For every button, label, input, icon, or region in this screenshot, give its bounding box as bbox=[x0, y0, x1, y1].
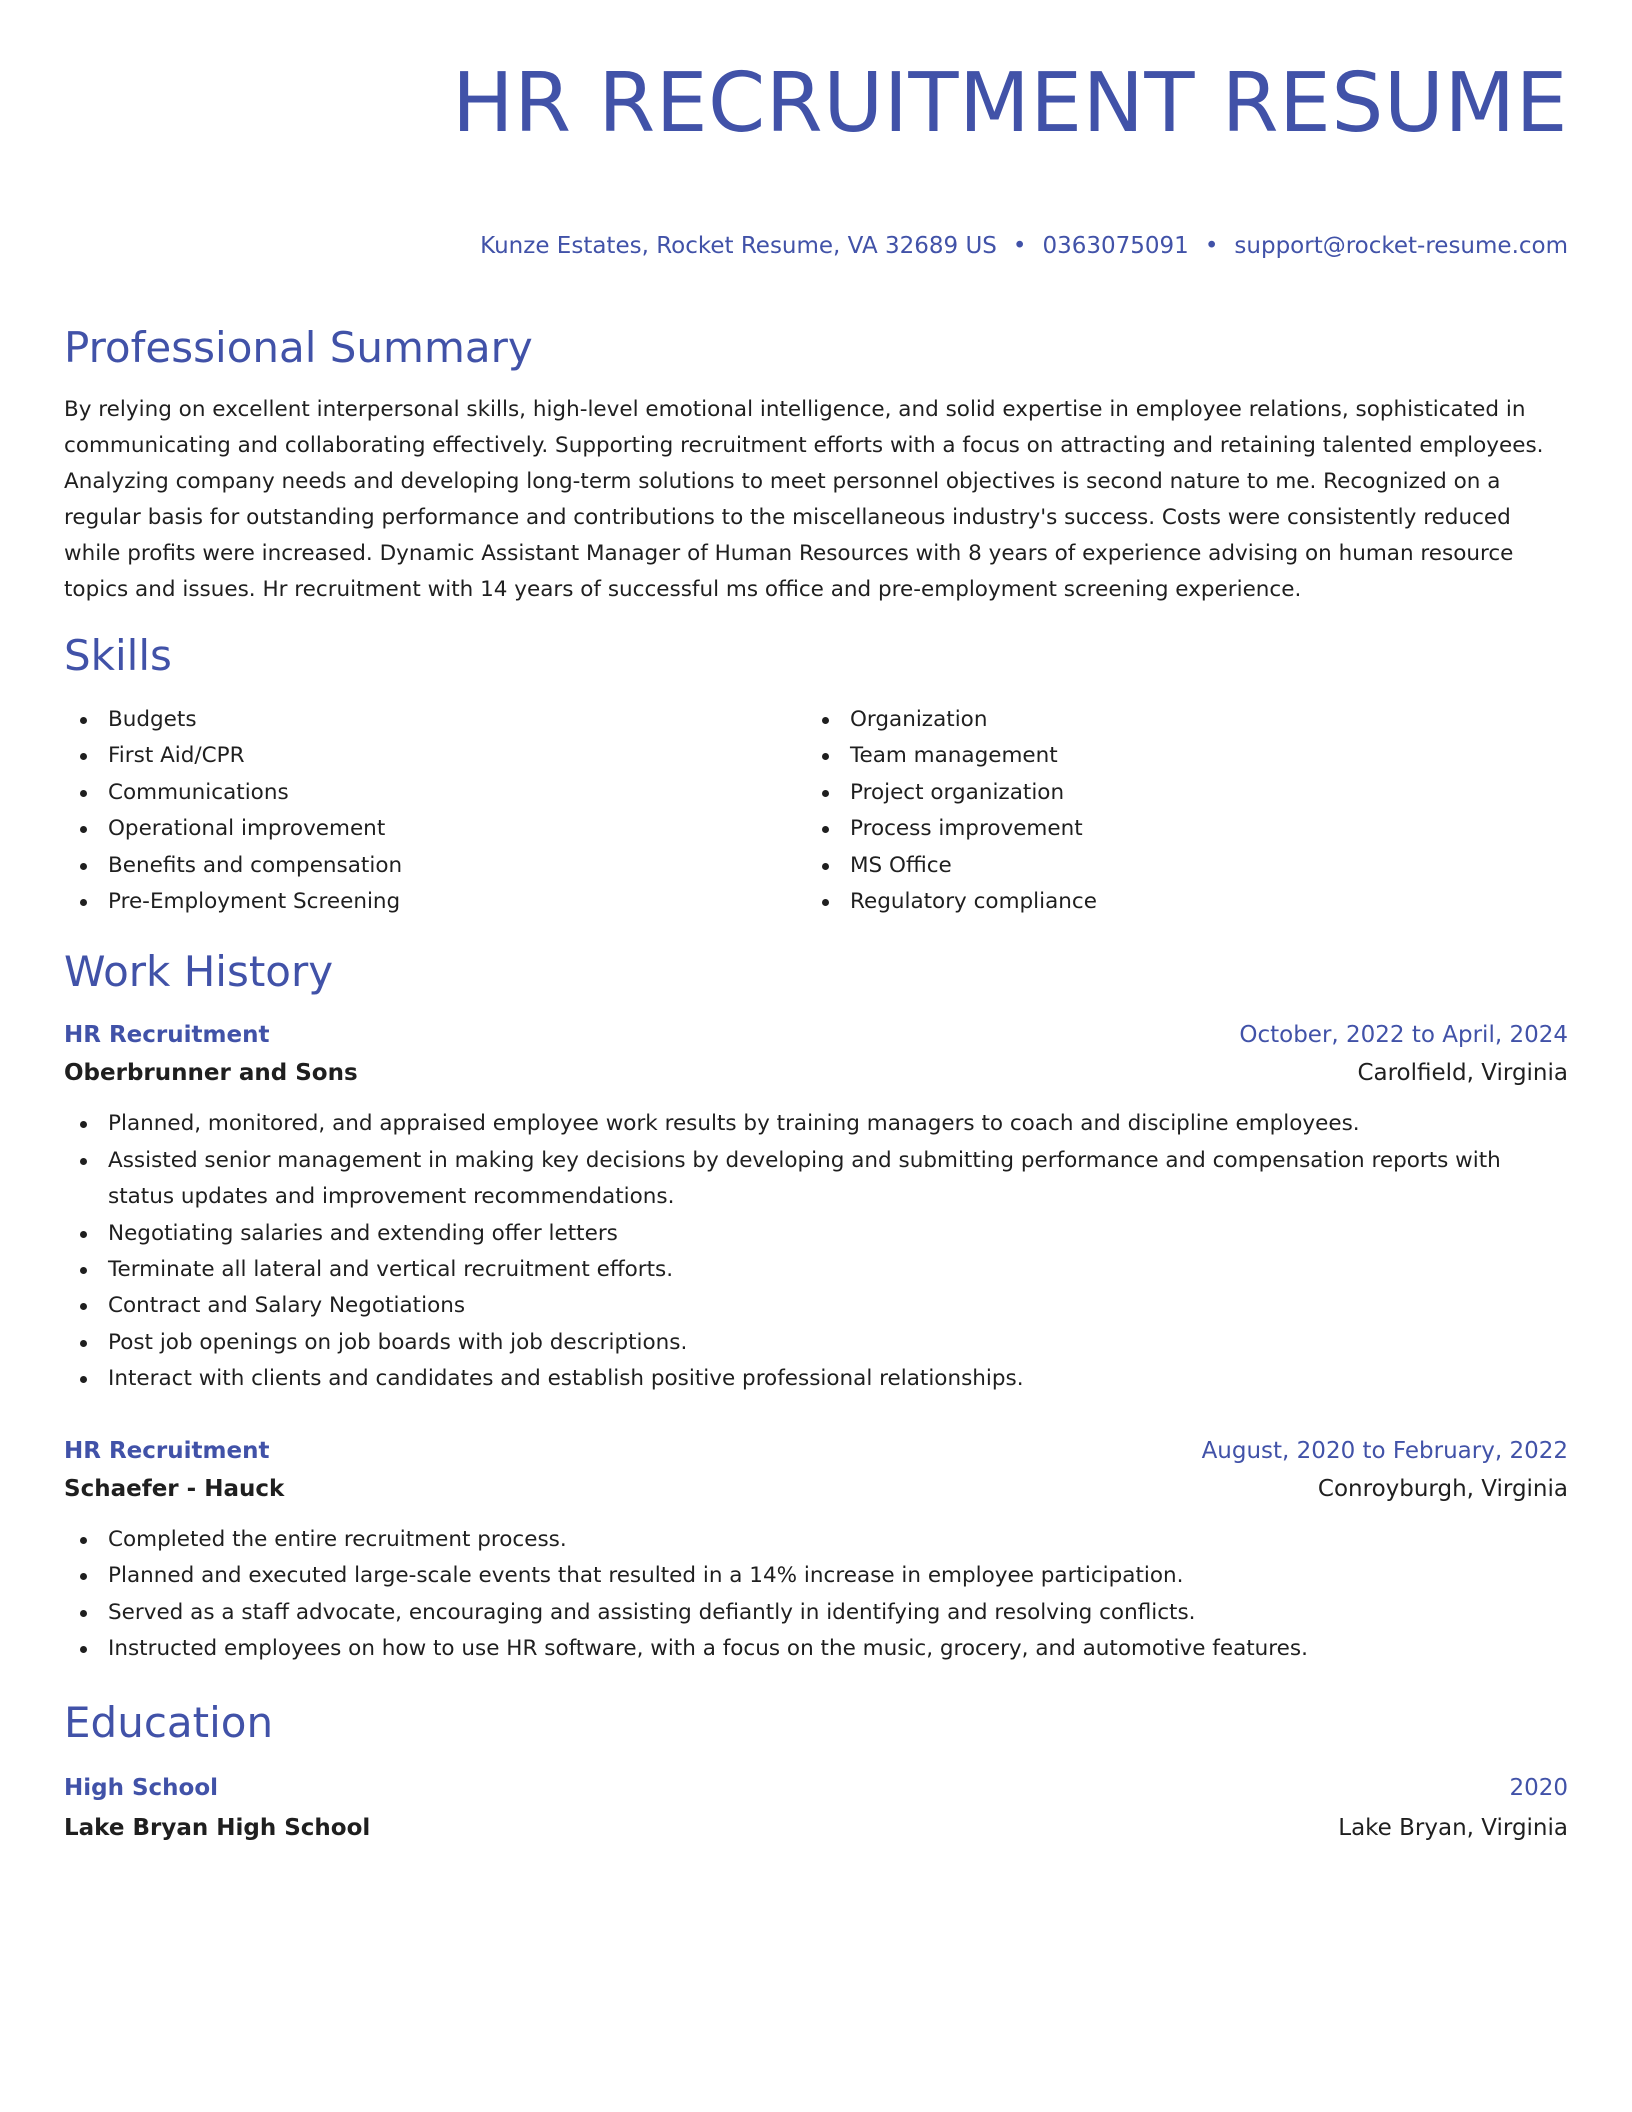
company-row bbox=[64, 1470, 1568, 1508]
school-location: Lake Bryan, Virginia bbox=[1338, 1815, 1568, 1842]
job-dates: October, 2022 to April, 2024 bbox=[1239, 1022, 1568, 1049]
job-bullet: Post job openings on job boards with job descriptions. bbox=[64, 1325, 1568, 1361]
skill-item: Budgets bbox=[64, 702, 806, 738]
skill-item: MS Office bbox=[806, 848, 1548, 884]
email-text: support@rocket-resume.com bbox=[1234, 233, 1568, 259]
job-bullet: Completed the entire recruitment process. bbox=[64, 1522, 1568, 1558]
skill-item: Organization bbox=[806, 702, 1548, 738]
skill-item: Communications bbox=[64, 775, 806, 811]
skill-item: Regulatory compliance bbox=[806, 884, 1548, 920]
job-dates: August, 2020 to February, 2022 bbox=[1201, 1437, 1568, 1464]
job-title: HR Recruitment bbox=[64, 1022, 270, 1049]
job-bullet: Assisted senior management in making key decisions by developing and submitting performance and compensation reports with status updates and improvement recommendations. bbox=[64, 1143, 1568, 1216]
section-title-education: Education bbox=[64, 1698, 274, 1748]
job-bullet: Served as a staff advocate, encouraging and assisting defiantly in identifying and resolving conflicts. bbox=[64, 1595, 1568, 1631]
job-entry bbox=[64, 1016, 1568, 1397]
degree-row bbox=[64, 1769, 1568, 1807]
skill-item: Benefits and compensation bbox=[64, 848, 806, 884]
job-title-row bbox=[64, 1432, 1568, 1470]
skills-column-left bbox=[64, 702, 806, 920]
skill-item: Process improvement bbox=[806, 811, 1548, 847]
job-location: Conroyburgh, Virginia bbox=[1317, 1475, 1568, 1502]
job-bullet: Negotiating salaries and extending offer letters bbox=[64, 1216, 1568, 1252]
phone-text: 0363075091 bbox=[1042, 233, 1189, 259]
skills-column-right bbox=[806, 702, 1548, 920]
school-row bbox=[64, 1809, 1568, 1847]
company-name: Oberbrunner and Sons bbox=[64, 1060, 358, 1087]
job-bullet: Contract and Salary Negotiations bbox=[64, 1288, 1568, 1324]
job-bullet: Planned and executed large-scale events that resulted in a 14% increase in employee participation. bbox=[64, 1558, 1568, 1594]
graduation-year: 2020 bbox=[1509, 1775, 1568, 1802]
contact-line bbox=[64, 230, 1568, 262]
job-bullet: Terminate all lateral and vertical recruitment efforts. bbox=[64, 1252, 1568, 1288]
skill-item: Project organization bbox=[806, 775, 1548, 811]
school-name: Lake Bryan High School bbox=[64, 1815, 371, 1842]
skill-item: Team management bbox=[806, 738, 1548, 774]
summary-text: By relying on excellent interpersonal skills, high-level emotional intelligence, and solid expertise in employee relations, sophisticated in communicating and collaborating effectively. Supporting recruitment efforts with a focus on attracting and retaining talented employees. Analyzing company needs and developing long-term solutions to meet personnel objectives is second nature to me. Recognized on a regular basis for outstanding performance and contributions to the miscellaneous industry's success. Costs were consistently reduced while profits were increased. Dynamic Assistant Manager of Human Resources with 8 years of experience advising on human resource topics and issues. Hr recruitment with 14 years of successful ms office and pre-employment screening experience. bbox=[64, 397, 1544, 602]
degree-name: High School bbox=[64, 1775, 219, 1802]
section-title-summary: Professional Summary bbox=[64, 323, 533, 372]
job-title: HR Recruitment bbox=[64, 1437, 270, 1464]
skills-list bbox=[64, 702, 1568, 920]
company-name: Schaefer - Hauck bbox=[64, 1475, 285, 1502]
job-bullets bbox=[64, 1106, 1568, 1397]
separator-dot: • bbox=[1012, 233, 1027, 259]
section-title-skills: Skills bbox=[64, 631, 172, 680]
company-row bbox=[64, 1054, 1568, 1092]
job-bullet: Planned, monitored, and appraised employee work results by training managers to coach and discipline employees. bbox=[64, 1106, 1568, 1142]
job-title-row bbox=[64, 1016, 1568, 1054]
skill-item: First Aid/CPR bbox=[64, 738, 806, 774]
separator-dot: • bbox=[1204, 233, 1219, 259]
job-bullet: Instructed employees on how to use HR software, with a focus on the music, grocery, and automotive features. bbox=[64, 1631, 1568, 1667]
job-bullets bbox=[64, 1522, 1568, 1668]
skill-item: Operational improvement bbox=[64, 811, 806, 847]
job-location: Carolfield, Virginia bbox=[1357, 1060, 1568, 1087]
education-entry bbox=[64, 1769, 1568, 1847]
skill-item: Pre-Employment Screening bbox=[64, 884, 806, 920]
job-entry bbox=[64, 1432, 1568, 1668]
resume-name: HR RECRUITMENT RESUME bbox=[452, 56, 1568, 151]
section-title-work-history: Work History bbox=[64, 947, 334, 997]
job-bullet: Interact with clients and candidates and establish positive professional relationships. bbox=[64, 1361, 1568, 1397]
address-text: Kunze Estates, Rocket Resume, VA 32689 US bbox=[480, 233, 997, 259]
